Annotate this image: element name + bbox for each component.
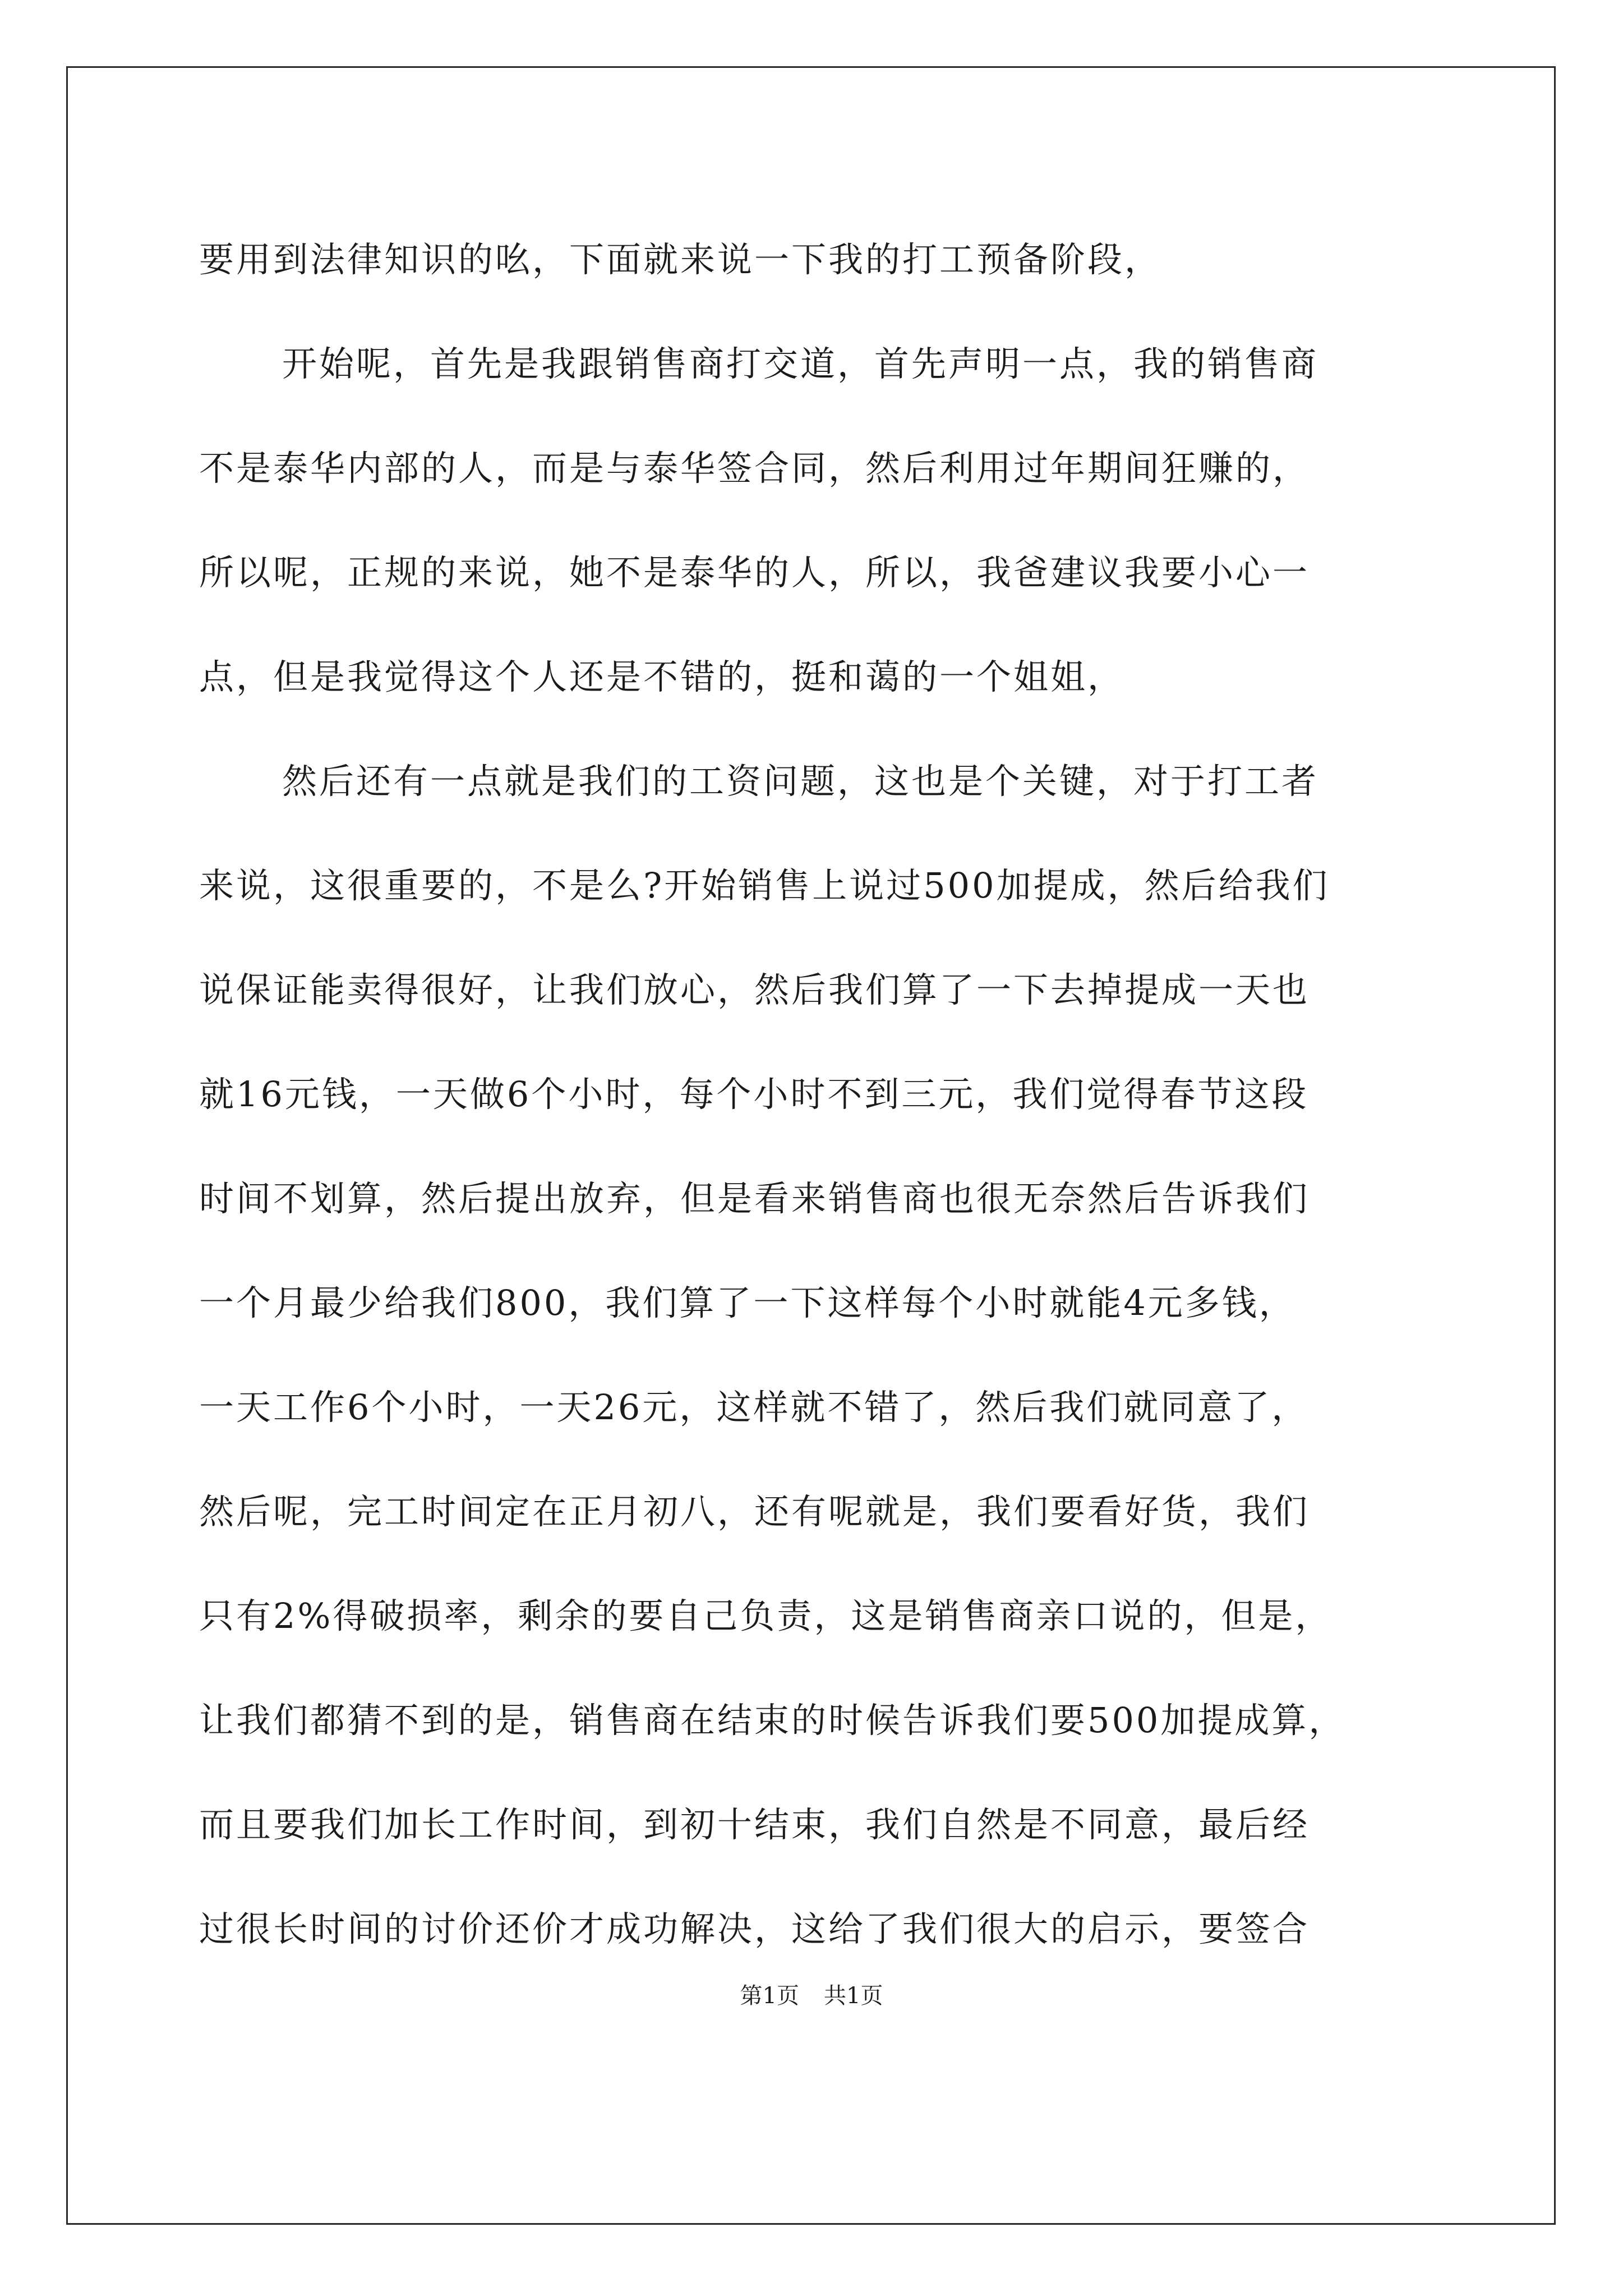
page-total: 共1页 [824,1983,883,2009]
text-line: 一个月最少给我们800，我们算了一下这样每个小时就能4元多钱， [199,1282,1296,1323]
text-line: 而且要我们加长工作时间，到初十结束，我们自然是不同意，最后经 [199,1804,1310,1845]
text-line: 然后呢，完工时间定在正月初八，还有呢就是，我们要看好货，我们 [199,1491,1310,1532]
text-line: 然后还有一点就是我们的工资问题，这也是个关键，对于打工者 [282,761,1319,802]
text-line: 过很长时间的讨价还价才成功解决，这给了我们很大的启示，要签合 [199,1908,1310,1949]
text-line: 就16元钱，一天做6个小时，每个小时不到三元，我们觉得春节这段 [199,1074,1309,1115]
text-line: 不是泰华内部的人，而是与泰华签合同，然后利用过年期间狂赚的， [199,448,1310,489]
text-line: 时间不划算，然后提出放弃，但是看来销售商也很无奈然后告诉我们 [199,1178,1310,1219]
text-line: 要用到法律知识的吆，下面就来说一下我的打工预备阶段， [199,239,1162,280]
text-line: 让我们都猜不到的是，销售商在结束的时候告诉我们要500加提成算， [199,1700,1346,1741]
text-line: 说保证能卖得很好，让我们放心，然后我们算了一下去掉提成一天也 [199,969,1310,1010]
page-number: 第1页 [740,1983,799,2009]
text-line: 所以呢，正规的来说，她不是泰华的人，所以，我爸建议我要小心一 [199,552,1310,593]
text-line: 开始呢，首先是我跟销售商打交道，首先声明一点，我的销售商 [282,343,1319,384]
text-line: 一天工作6个小时，一天26元，这样就不错了，然后我们就同意了， [199,1387,1309,1428]
page-footer [0,1979,1623,2013]
text-line: 只有2%得破损率，剩余的要自己负责，这是销售商亲口说的，但是， [199,1595,1332,1636]
text-line: 点，但是我觉得这个人还是不错的，挺和蔼的一个姐姐， [199,656,1125,697]
text-line: 来说，这很重要的，不是么?开始销售上说过500加提成，然后给我们 [199,865,1330,906]
body-text [199,208,1450,1981]
